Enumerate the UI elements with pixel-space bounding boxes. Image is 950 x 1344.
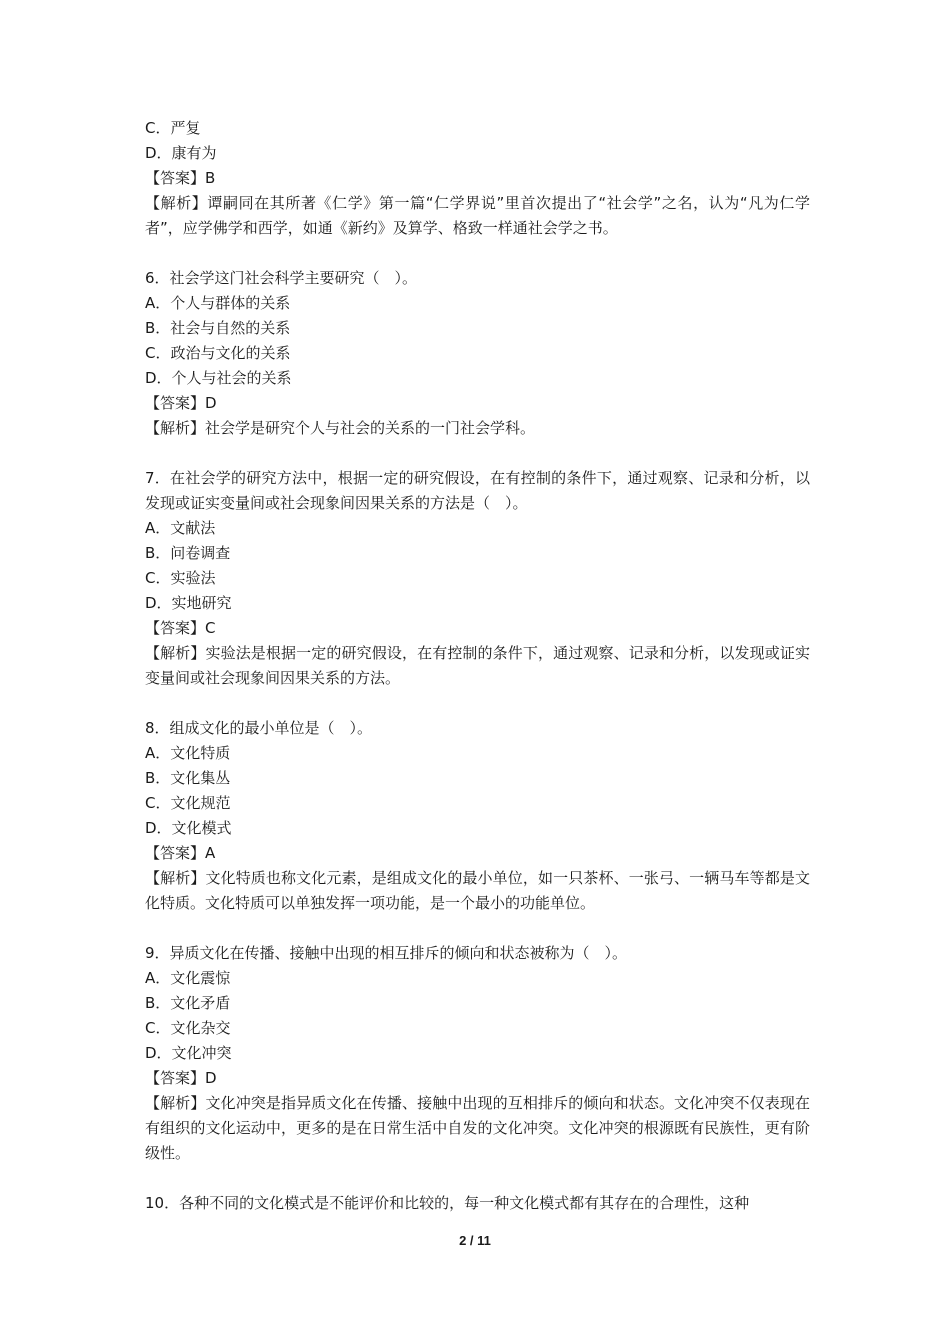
question-8 [145, 716, 810, 916]
document-page [145, 116, 810, 1216]
analysis: 【解析】实验法是根据一定的研究假设，在有控制的条件下，通过观察、记录和分析，以发现或证实变量间或社会现象间因果关系的方法。 [145, 644, 810, 687]
answer: 【答案】D [145, 1069, 217, 1087]
option-b: B．社会与自然的关系 [145, 319, 291, 337]
option-d: D．个人与社会的关系 [145, 369, 292, 387]
analysis: 【解析】文化冲突是指异质文化在传播、接触中出现的互相排斥的倾向和状态。文化冲突不仅表现在有组织的文化运动中，更多的是在日常生活中自发的文化冲突。文化冲突的根源既有民族性，更有阶级性。 [145, 1094, 810, 1162]
option-a: A．文化震惊 [145, 969, 231, 987]
option-a: A．文化特质 [145, 744, 231, 762]
question-10 [145, 1191, 810, 1216]
option-d: D．文化冲突 [145, 1044, 232, 1062]
spacer [145, 691, 810, 716]
page-number: 2 / 11 [459, 1233, 491, 1248]
option-b: B．文化矛盾 [145, 994, 231, 1012]
analysis: 【解析】社会学是研究个人与社会的关系的一门社会学科。 [145, 419, 536, 437]
question-5-tail [145, 116, 810, 241]
answer: 【答案】C [145, 619, 216, 637]
option-b: B．问卷调查 [145, 544, 231, 562]
option-d: D．文化模式 [145, 819, 232, 837]
option-c: C．文化杂交 [145, 1019, 231, 1037]
question-text: 6．社会学这门社会科学主要研究（ ）。 [145, 269, 418, 287]
option-b: B．文化集丛 [145, 769, 231, 787]
option-a: A．文献法 [145, 519, 216, 537]
analysis: 【解析】谭嗣同在其所著《仁学》第一篇“仁学界说”里首次提出了“社会学”之名，认为“凡为仁学者”，应学佛学和西学，如通《新约》及算学、格致一样通社会学之书。 [145, 194, 810, 237]
spacer [145, 916, 810, 941]
option-c: C．文化规范 [145, 794, 231, 812]
analysis: 【解析】文化特质也称文化元素，是组成文化的最小单位，如一只茶杯、一张弓、一辆马车等都是文化特质。文化特质可以单独发挥一项功能，是一个最小的功能单位。 [145, 869, 810, 912]
question-text: 8．组成文化的最小单位是（ ）。 [145, 719, 373, 737]
answer: 【答案】B [145, 169, 216, 187]
option-c: C．政治与文化的关系 [145, 344, 291, 362]
question-9 [145, 941, 810, 1166]
option-d: D．康有为 [145, 144, 217, 162]
option-d: D．实地研究 [145, 594, 232, 612]
spacer [145, 241, 810, 266]
question-text: 10．各种不同的文化模式是不能评价和比较的，每一种文化模式都有其存在的合理性，这种 [145, 1194, 750, 1212]
option-c: C．严复 [145, 119, 201, 137]
answer: 【答案】D [145, 394, 217, 412]
spacer [145, 441, 810, 466]
question-6 [145, 266, 810, 441]
question-7 [145, 466, 810, 691]
question-text: 9．异质文化在传播、接触中出现的相互排斥的倾向和状态被称为（ ）。 [145, 944, 628, 962]
option-a: A．个人与群体的关系 [145, 294, 291, 312]
option-c: C．实验法 [145, 569, 216, 587]
spacer [145, 1166, 810, 1191]
answer: 【答案】A [145, 844, 216, 862]
question-text: 7．在社会学的研究方法中，根据一定的研究假设，在有控制的条件下，通过观察、记录和分析，以发现或证实变量间或社会现象间因果关系的方法是（ ）。 [145, 469, 810, 512]
